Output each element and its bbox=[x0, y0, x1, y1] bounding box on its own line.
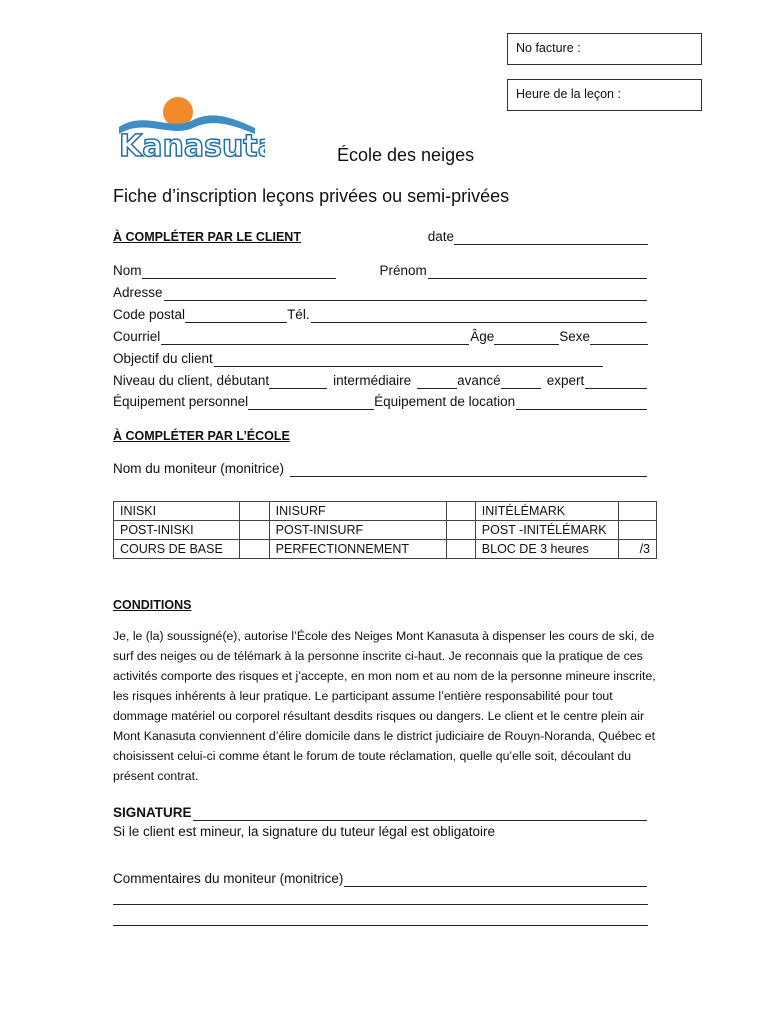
lesson-time-label: Heure de la leçon : bbox=[516, 87, 621, 101]
lesson-time-box[interactable] bbox=[507, 79, 702, 111]
code-postal-field[interactable] bbox=[185, 309, 287, 323]
course-cell: COURS DE BASE bbox=[114, 540, 240, 559]
prenom-field[interactable] bbox=[428, 265, 647, 279]
equipement-personnel-label: Équipement personnel bbox=[113, 394, 249, 409]
code-postal-label: Code postal bbox=[113, 307, 186, 322]
equipement-location-field[interactable] bbox=[516, 396, 647, 410]
tel-field[interactable] bbox=[311, 309, 647, 323]
comments-line-3[interactable] bbox=[113, 925, 648, 926]
course-checkbox-cell[interactable] bbox=[446, 540, 475, 559]
client-heading-row bbox=[113, 227, 648, 245]
signature-row bbox=[113, 803, 648, 821]
course-cell: POST -INITÉLÉMARK bbox=[475, 521, 619, 540]
equipement-personnel-field[interactable] bbox=[248, 396, 374, 410]
moniteur-field[interactable] bbox=[290, 463, 647, 477]
signature-label: SIGNATURE bbox=[113, 805, 192, 820]
equipement-location-label: Équipement de location bbox=[374, 394, 516, 409]
course-checkbox-cell[interactable] bbox=[446, 521, 475, 540]
course-checkbox-cell[interactable] bbox=[619, 521, 657, 540]
adresse-field[interactable] bbox=[164, 287, 647, 301]
comments-row bbox=[113, 869, 648, 887]
courriel-field[interactable] bbox=[161, 331, 469, 345]
name-row bbox=[113, 261, 648, 279]
table-row bbox=[114, 521, 657, 540]
date-field[interactable] bbox=[454, 231, 648, 245]
course-cell: PERFECTIONNEMENT bbox=[269, 540, 446, 559]
date-label: date bbox=[427, 229, 454, 244]
course-cell: INISKI bbox=[114, 502, 240, 521]
expert-label: expert bbox=[546, 373, 585, 388]
course-checkbox-cell[interactable]: /3 bbox=[619, 540, 657, 559]
avance-label: avancé bbox=[457, 373, 501, 388]
nom-field[interactable] bbox=[142, 265, 336, 279]
moniteur-label: Nom du moniteur (monitrice) bbox=[113, 461, 285, 476]
niveau-label: Niveau du client, débutant bbox=[113, 373, 270, 388]
form-subtitle: Fiche d’inscription leçons privées ou semi-privées bbox=[113, 186, 510, 206]
course-cell: INITÉLÉMARK bbox=[475, 502, 619, 521]
age-label: Âge bbox=[470, 329, 495, 344]
signature-note: Si le client est mineur, la signature du tuteur légal est obligatoire bbox=[113, 824, 495, 839]
course-cell: POST-INISURF bbox=[269, 521, 446, 540]
postal-phone-row bbox=[113, 305, 648, 323]
address-row bbox=[113, 283, 648, 301]
conditions-heading: CONDITIONS bbox=[113, 598, 192, 612]
comments-label: Commentaires du moniteur (monitrice) bbox=[113, 871, 344, 886]
table-row bbox=[114, 540, 657, 559]
courriel-label: Courriel bbox=[113, 329, 161, 344]
tel-label: Tél. bbox=[287, 307, 310, 322]
conditions-text: Je, le (la) soussigné(e), autorise l’École des Neiges Mont Kanasuta à dispenser les cours de ski, de surf des neiges ou de télémark à la personne inscrite ci-haut. Je reconnais que la pratique de ces activités comporte des risques et j’accepte, en mon nom et au nom de la personne mineure inscrite, les risques inhérents à leur pratique. Le participant assume l’entière responsabilité pour tout dommage matériel ou corporel résultant desdits risques ou dangers. Le client et le centre plein air Mont Kanasuta conviennent d’élire domicile dans le district judiciaire de Rouyn-Noranda, Québec et choisissent celui-ci comme étant le forum de toute réclamation, quelle qu’elle soit, découlant du présent contrat. bbox=[113, 629, 656, 783]
invoice-number-box[interactable] bbox=[507, 33, 702, 65]
courses-table bbox=[113, 501, 657, 559]
age-field[interactable] bbox=[494, 331, 559, 345]
avance-field[interactable] bbox=[501, 375, 541, 389]
course-checkbox-cell[interactable] bbox=[446, 502, 475, 521]
expert-field[interactable] bbox=[585, 375, 647, 389]
course-cell: BLOC DE 3 heures bbox=[475, 540, 619, 559]
school-heading-row bbox=[113, 426, 648, 444]
equipment-row bbox=[113, 392, 648, 410]
svg-text:Kanasuta: Kanasuta bbox=[119, 129, 265, 164]
sexe-field[interactable] bbox=[590, 331, 648, 345]
comments-field[interactable] bbox=[344, 873, 647, 887]
course-checkbox-cell[interactable] bbox=[240, 502, 269, 521]
invoice-number-label: No facture : bbox=[516, 41, 581, 55]
course-checkbox-cell[interactable] bbox=[619, 502, 657, 521]
kanasuta-logo bbox=[115, 92, 265, 164]
adresse-label: Adresse bbox=[113, 285, 163, 300]
nom-label: Nom bbox=[113, 263, 142, 278]
objective-row bbox=[113, 349, 604, 367]
signature-field[interactable] bbox=[193, 807, 647, 821]
intermediaire-field[interactable] bbox=[417, 375, 457, 389]
debutant-field[interactable] bbox=[269, 375, 327, 389]
objectif-label: Objectif du client bbox=[113, 351, 213, 366]
email-row bbox=[113, 327, 648, 345]
instructor-row bbox=[113, 459, 648, 477]
course-cell: INISURF bbox=[269, 502, 446, 521]
course-checkbox-cell[interactable] bbox=[240, 540, 269, 559]
table-row bbox=[114, 502, 657, 521]
intermediaire-label: intermédiaire bbox=[333, 373, 412, 388]
prenom-label: Prénom bbox=[379, 263, 427, 278]
client-section-heading: À COMPLÉTER PAR LE CLIENT bbox=[113, 230, 301, 244]
course-cell: POST-INISKI bbox=[114, 521, 240, 540]
page-title: École des neiges bbox=[337, 145, 475, 165]
school-section-heading: À COMPLÉTER PAR L’ÉCOLE bbox=[113, 429, 290, 443]
course-checkbox-cell[interactable] bbox=[240, 521, 269, 540]
objectif-field[interactable] bbox=[214, 353, 603, 367]
level-row bbox=[113, 371, 648, 389]
sexe-label: Sexe bbox=[559, 329, 590, 344]
comments-line-2[interactable] bbox=[113, 904, 648, 905]
